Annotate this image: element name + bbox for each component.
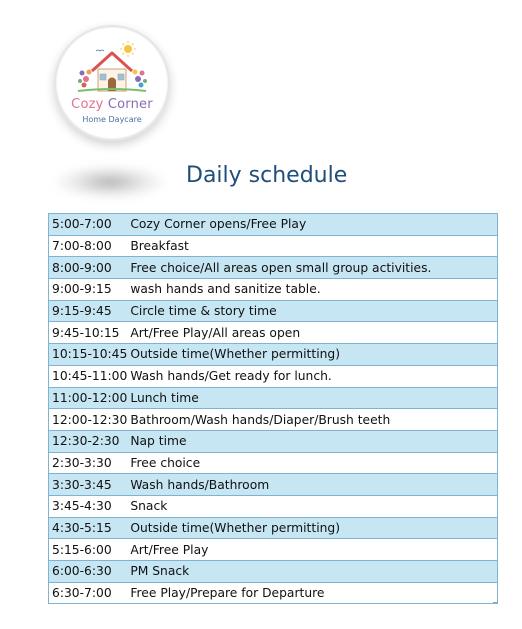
schedule-row	[49, 452, 498, 474]
schedule-time: 5:15-6:00	[49, 539, 128, 561]
schedule-row	[49, 409, 498, 431]
schedule-row	[49, 474, 498, 496]
schedule-table	[48, 213, 498, 604]
schedule-time: 7:00-8:00	[49, 235, 128, 257]
schedule-activity: Outside time(Whether permitting)	[127, 344, 497, 366]
schedule-time: 12:30-2:30	[49, 430, 128, 452]
schedule-row	[49, 214, 498, 236]
schedule-activity: Bathroom/Wash hands/Diaper/Brush teeth	[127, 409, 497, 431]
schedule-time: 2:30-3:30	[49, 452, 128, 474]
schedule-time: 11:00-12:00	[49, 387, 128, 409]
schedule-row	[49, 430, 498, 452]
schedule-time: 10:45-11:00	[49, 365, 128, 387]
schedule-activity: PM Snack	[127, 561, 497, 583]
schedule-activity: Nap time	[127, 430, 497, 452]
schedule-activity: Art/Free Play	[127, 539, 497, 561]
schedule-time: 8:00-9:00	[49, 257, 128, 279]
schedule-row	[49, 561, 498, 583]
schedule-row	[49, 365, 498, 387]
decorative-shadow	[55, 165, 165, 199]
schedule-activity: wash hands and sanitize table.	[127, 279, 497, 301]
schedule-activity: Free choice	[127, 452, 497, 474]
schedule-time: 5:00-7:00	[49, 214, 128, 236]
schedule-activity: Wash hands/Get ready for lunch.	[127, 365, 497, 387]
schedule-time: 6:30-7:00	[49, 582, 128, 604]
schedule-activity: Free Play/Prepare for Departure	[127, 582, 497, 604]
schedule-activity: Breakfast	[127, 235, 497, 257]
page-title: Daily schedule	[186, 163, 348, 188]
schedule-row	[49, 517, 498, 539]
schedule-activity: Outside time(Whether permitting)	[127, 517, 497, 539]
schedule-row	[49, 322, 498, 344]
logo-name: Cozy Corner	[71, 97, 153, 112]
schedule-row	[49, 279, 498, 301]
schedule-row	[49, 539, 498, 561]
schedule-activity: Cozy Corner opens/Free Play	[127, 214, 497, 236]
schedule-activity: Art/Free Play/All areas open	[127, 322, 497, 344]
schedule-time: 6:00-6:30	[49, 561, 128, 583]
schedule-time: 3:30-3:45	[49, 474, 128, 496]
logo-subtitle: Home Daycare	[82, 115, 142, 124]
schedule-activity: Wash hands/Bathroom	[127, 474, 497, 496]
schedule-row	[49, 300, 498, 322]
schedule-row	[49, 235, 498, 257]
schedule-activity: Free choice/All areas open small group activities.	[127, 257, 497, 279]
schedule-time: 4:30-5:15	[49, 517, 128, 539]
table-resize-handle[interactable]	[493, 598, 498, 603]
schedule-row	[49, 387, 498, 409]
schedule-row	[49, 495, 498, 517]
schedule-activity: Lunch time	[127, 387, 497, 409]
schedule-row	[49, 257, 498, 279]
schedule-time: 9:15-9:45	[49, 300, 128, 322]
schedule-row	[49, 582, 498, 604]
schedule-time: 9:00-9:15	[49, 279, 128, 301]
schedule-activity: Snack	[127, 495, 497, 517]
schedule-time: 10:15-10:45	[49, 344, 128, 366]
schedule-row	[49, 344, 498, 366]
schedule-time: 3:45-4:30	[49, 495, 128, 517]
schedule-activity: Circle time & story time	[127, 300, 497, 322]
schedule-time: 12:00-12:30	[49, 409, 128, 431]
schedule-time: 9:45-10:15	[49, 322, 128, 344]
daycare-logo	[54, 25, 170, 141]
